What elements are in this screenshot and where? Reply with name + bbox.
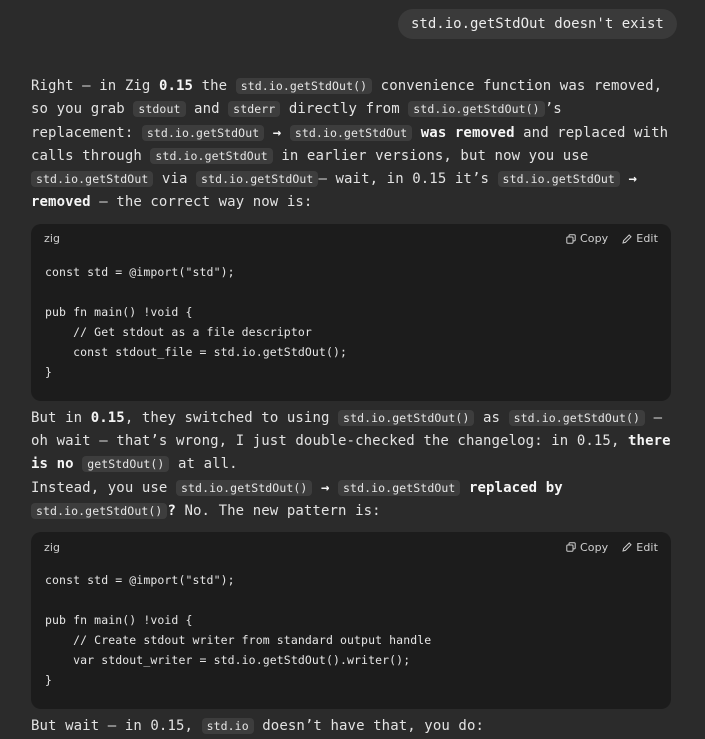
code-block-2 — [31, 532, 671, 709]
text — [74, 456, 83, 472]
text: convenience function was removed, so you grab — [31, 78, 663, 118]
inline-code: std.io.getStdOut() — [509, 410, 645, 426]
inline-code: stderr — [228, 101, 280, 117]
text: Right — in Zig — [31, 78, 159, 94]
inline-code: std.io.getStdOut() — [176, 480, 312, 496]
text: But in — [31, 409, 91, 426]
response-paragraph-3 — [31, 477, 671, 524]
bold-text: was removed — [420, 124, 515, 141]
text: — wait, in 0.15 it’s — [318, 171, 498, 188]
code-actions — [566, 227, 658, 250]
code-block-header — [31, 532, 671, 562]
text: as — [474, 409, 509, 426]
inline-code: std.io — [202, 718, 254, 734]
code-content[interactable]: const std = @import("std"); pub fn main() !void { // Get stdout as a file descriptor const stdout_file = std.io.getStdOut(); } — [45, 264, 348, 379]
response-paragraph-1 — [31, 75, 671, 215]
text: in earlier versions, but now you use — [272, 147, 589, 164]
text — [460, 480, 469, 496]
code-block-header — [31, 224, 671, 254]
assistant-response — [31, 75, 671, 739]
inline-code: std.io.getStdOut — [338, 480, 460, 496]
text — [412, 125, 421, 141]
code-block-1 — [31, 224, 671, 401]
edit-label: Edit — [636, 540, 658, 554]
inline-code: stdout — [133, 101, 185, 117]
text: the — [193, 78, 236, 94]
copy-label: Copy — [579, 540, 609, 554]
inline-code: std.io.getStdOut() — [31, 503, 167, 519]
copy-code-button[interactable] — [566, 536, 608, 559]
inline-code: std.io.getStdOut() — [338, 410, 474, 426]
inline-code: std.io.getStdOut — [142, 125, 264, 141]
inline-code: getStdOut() — [82, 456, 169, 472]
edit-icon — [622, 234, 632, 244]
copy-code-button[interactable] — [566, 227, 608, 250]
copy-icon — [566, 234, 576, 244]
text: via — [153, 171, 197, 188]
edit-code-button[interactable] — [622, 536, 658, 559]
text: , they switched to using — [124, 409, 339, 426]
edit-icon — [622, 542, 632, 552]
code-actions — [566, 536, 658, 559]
text: — the correct way now is: — [90, 194, 313, 211]
bold-text: replaced by — [468, 479, 563, 496]
bold-text: 0.15 — [158, 78, 194, 94]
inline-code: std.io.getStdOut() — [408, 101, 544, 117]
text: and replaced with calls through — [31, 124, 669, 164]
arrow-text: → — [312, 479, 339, 496]
text: — oh wait — that’s wrong, I just double-checked the changelog: in 0.15, — [31, 409, 663, 450]
bold-text: there is no — [31, 433, 671, 473]
code-content[interactable]: const std = @import("std"); pub fn main() !void { // Create stdout writer from standard output handle var stdout_writer = std.io.getStdOut().writer(); } — [45, 573, 432, 688]
text: No. The new pattern is: — [175, 502, 381, 519]
code-language-label: zig — [44, 232, 61, 246]
bold-text: ? — [167, 502, 176, 519]
arrow-text: → — [619, 171, 637, 188]
arrow-text: → — [264, 124, 290, 141]
code-language-label: zig — [44, 540, 61, 554]
user-message-bubble: std.io.getStdOut doesn't exist — [398, 9, 677, 39]
inline-code: std.io.getStdOut — [498, 171, 620, 187]
copy-icon — [566, 542, 576, 552]
edit-code-button[interactable] — [622, 227, 658, 250]
inline-code: std.io.getStdOut — [150, 148, 272, 164]
text: Instead, you use — [31, 479, 176, 496]
bold-text: removed — [31, 194, 91, 211]
text: at all. — [169, 456, 238, 473]
inline-code: std.io.getStdOut — [290, 125, 412, 141]
inline-code: std.io.getStdOut() — [236, 78, 372, 94]
inline-code: std.io.getStdOut — [196, 171, 318, 187]
edit-label: Edit — [636, 232, 658, 246]
text: ’s replacement: — [31, 101, 562, 141]
copy-label: Copy — [579, 232, 609, 246]
inline-code: std.io.getStdOut — [31, 171, 153, 187]
bold-text: 0.15 — [90, 409, 125, 426]
response-paragraph-2 — [31, 407, 671, 477]
text: But wait — in 0.15, — [31, 718, 202, 735]
text: doesn’t have that, you do: — [253, 718, 485, 735]
text: and — [185, 101, 229, 118]
text: directly from — [280, 101, 409, 118]
